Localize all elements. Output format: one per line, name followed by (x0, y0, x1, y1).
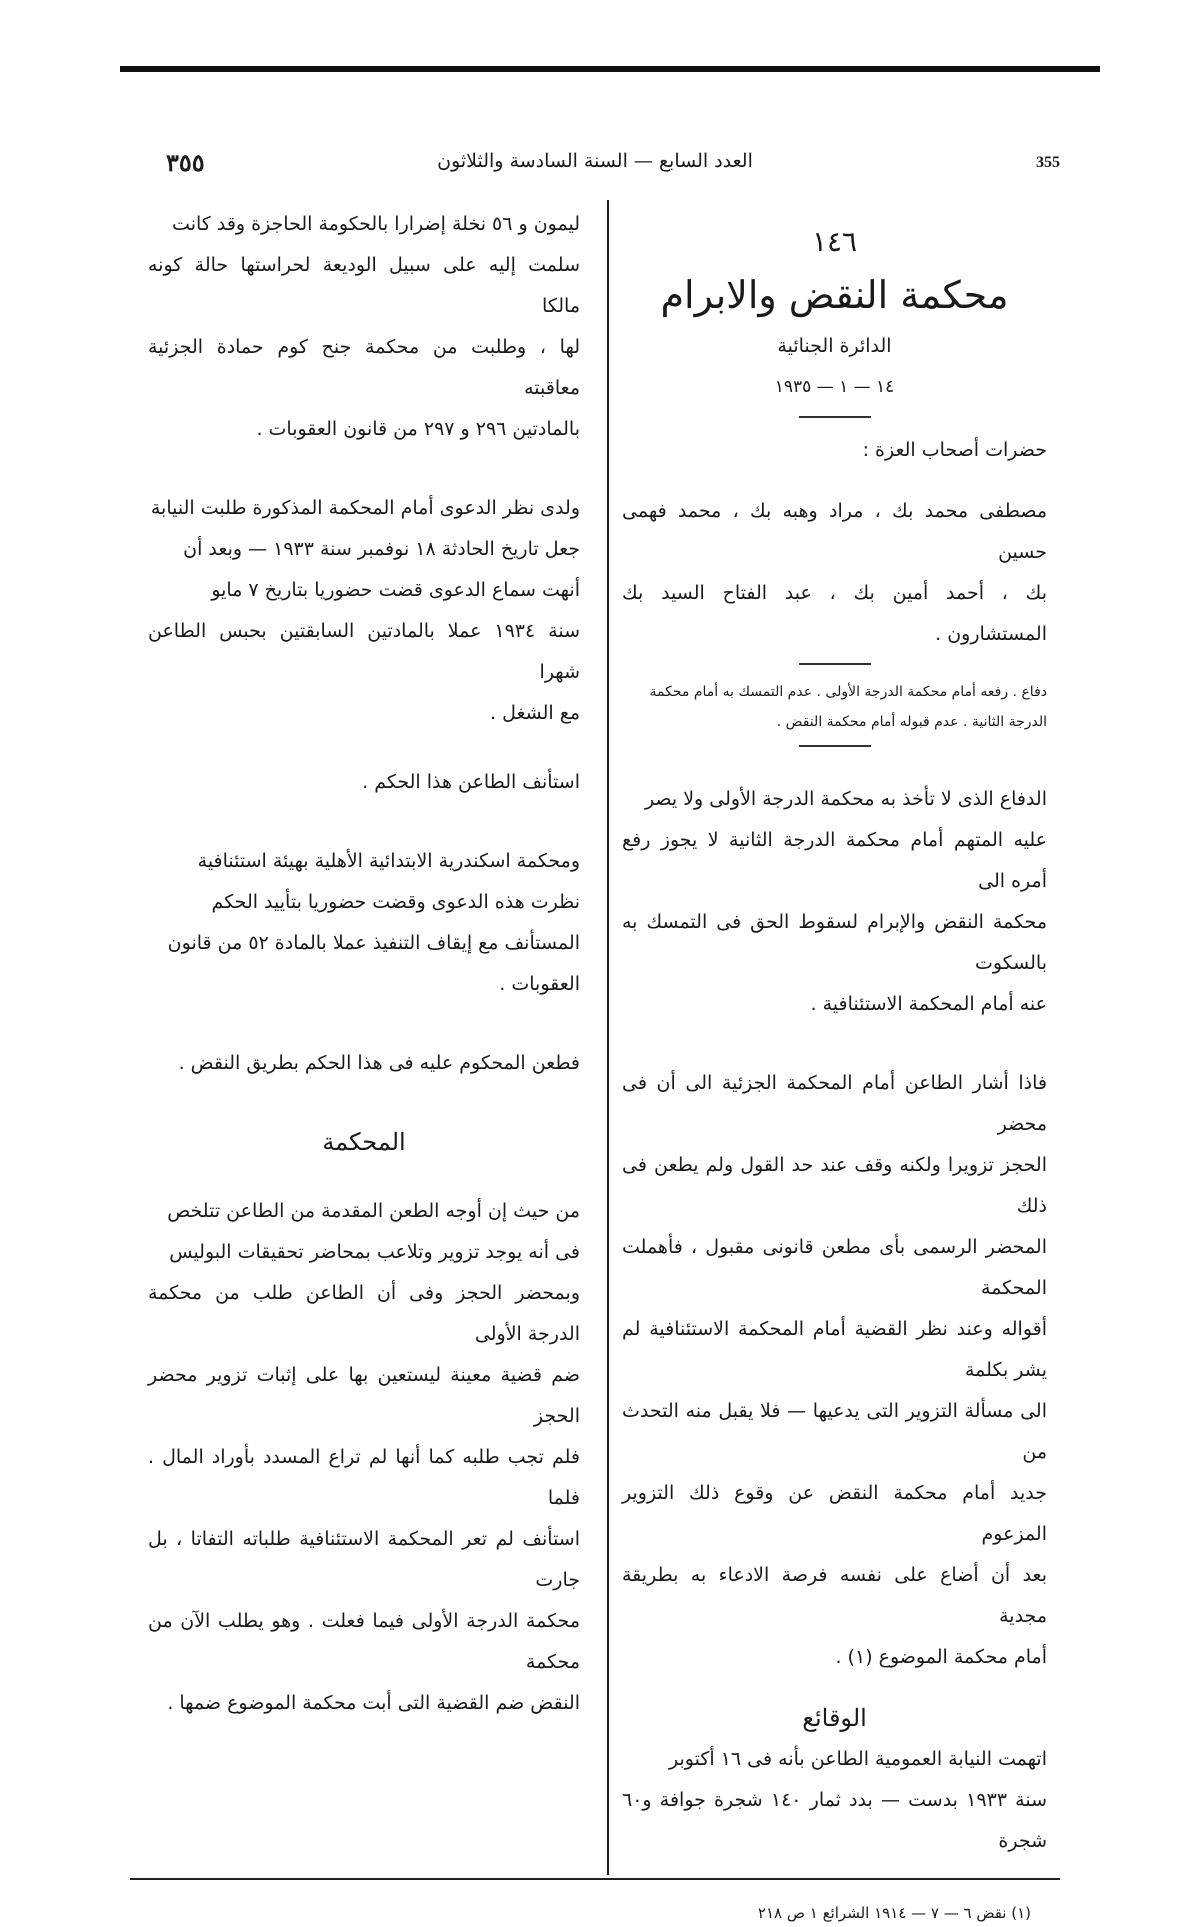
left-column (148, 204, 580, 1724)
text-line: فاذا أشار الطاعن أمام المحكمة الجزئية الى أن فى محضر (622, 1072, 1047, 1135)
text-line: الدفاع الذى لا تأخذ به محكمة الدرجة الأولى ولا يصر (644, 788, 1047, 810)
text-line: ضم قضية معينة ليستعين بها على إثبات تزوير محضر الحجز (148, 1364, 580, 1427)
text-line: اتهمت النيابة العمومية الطاعن بأنه فى ١٦ أكتوبر (669, 1748, 1047, 1770)
header-title: العدد السابع — السنة السادسة والثلاثون (437, 150, 753, 172)
text-line: فى أنه يوجد تزوير وتلاعب بمحاضر تحقيقات البوليس (169, 1241, 580, 1263)
circuit: الدائرة الجنائية (777, 335, 892, 357)
text-line: سنة ١٩٣٤ عملا بالمادتين السابقتين بحبس الطاعن شهرا (148, 620, 580, 683)
text-line: وبمحضر الحجز وفى أن الطاعن طلب من محكمة الدرجة الأولى (148, 1282, 580, 1345)
facts-paragraph (622, 1739, 1047, 1862)
attendees-line: بك ، أحمد أمين بك ، عبد الفتاح السيد بك المستشارون . (622, 582, 1047, 645)
text-line: عليه المتهم أمام محكمة الدرجة الثانية لا يجوز رفع أمره الى (622, 829, 1047, 892)
divider (799, 745, 871, 747)
court-title: المحكمة (322, 1128, 406, 1156)
divider (799, 663, 871, 665)
page-header (130, 148, 1060, 188)
text-line: فلم تجب طلبه كما أنها لم تراع المسدد بأوراد المال . فلما (148, 1446, 580, 1509)
text-line: سنة ١٩٣٣ بدست — بدد ثمار ١٤٠ شجرة جوافة و٦٠ شجرة (622, 1789, 1047, 1852)
text-line: المحضر الرسمى بأى مطعن قانونى مقبول ، فأهملت المحكمة (622, 1236, 1047, 1299)
headnote-line: الدرجة الثانية . عدم قبوله أمام محكمة النقض . (776, 714, 1047, 730)
text-line: النقض ضم القضية التى أبت محكمة الموضوع ضمها . (167, 1692, 580, 1714)
paragraph-reasoning (148, 1191, 580, 1724)
paragraph-appeal: استأنف الطاعن هذا الحكم . (362, 771, 580, 793)
text-line: من حيث إن أوجه الطعن المقدمة من الطاعن تتلخص (167, 1200, 580, 1222)
text-line: أمام محكمة الموضوع (١) . (835, 1646, 1047, 1668)
principle-paragraph (622, 779, 1047, 1025)
text-line: ولدى نظر الدعوى أمام المحكمة المذكورة طلبت النيابة (150, 497, 580, 519)
text-line: أقواله وعند نظر القضية أمام المحكمة الاستئنافية لم يشر بكلمة (622, 1318, 1047, 1381)
text-line: بالمادتين ٢٩٦ و ٢٩٧ من قانون العقوبات . (256, 418, 580, 440)
headnote (622, 677, 1047, 737)
text-line: استأنف لم تعر المحكمة الاستئنافية طلباته التفاتا ، بل جارت (148, 1528, 580, 1591)
facts-title: الوقائع (802, 1704, 867, 1732)
text-line: الى مسألة التزوير التى يدعيها — فلا يقبل منه التحدث من (622, 1400, 1047, 1463)
headnote-line: دفاع . رفعه أمام محكمة الدرجة الأولى . عدم التمسك به أمام محكمة (649, 684, 1047, 700)
paragraph-appellate (148, 841, 580, 1005)
footnote-rule (130, 1878, 1060, 1880)
page-number-latin: 355 (1036, 154, 1060, 171)
column-divider (607, 200, 609, 1875)
text-line: مع الشغل . (490, 702, 580, 724)
text-line: محكمة الدرجة الأولى فيما فعلت . وهو يطلب الآن من محكمة (148, 1610, 580, 1673)
text-line: لها ، وطلبت من محكمة جنح كوم حمادة الجزئية معاقبته (148, 336, 580, 399)
paragraph-hearing (148, 488, 580, 734)
right-column (622, 220, 1047, 1862)
text-line: ليمون و ٥٦ نخلة إضرارا بالحكومة الحاجزة وقد كانت (172, 213, 580, 235)
text-line: ومحكمة اسكندرية الابتدائية الأهلية بهيئة استئنافية (197, 850, 580, 872)
text-line: سلمت إليه على سبيل الوديعة لحراستها حالة كونه مالكا (148, 254, 580, 317)
top-rule (120, 66, 1100, 72)
court-name: محكمة النقض والابرام (660, 273, 1009, 317)
paragraph-2 (622, 1063, 1047, 1678)
text-line: جديد أمام محكمة النقض عن وقوع ذلك التزوير المزعوم (622, 1482, 1047, 1545)
paragraph-cassation: فطعن المحكوم عليه فى هذا الحكم بطريق النقض . (178, 1052, 580, 1074)
text-line: أنهت سماع الدعوى قضت حضوريا بتاريخ ٧ مايو (211, 579, 580, 601)
text-line: المستأنف مع إيقاف التنفيذ عملا بالمادة ٥٢ من قانون (167, 932, 580, 954)
text-line: نظرت هذه الدعوى وقضت حضوريا بتأييد الحكم (211, 891, 580, 913)
text-line: الحجز تزويرا ولكنه وقف عند حد القول ولم يطعن فى ذلك (622, 1154, 1047, 1217)
footnote: (١) نقض ٦ — ٧ — ١٩١٤ الشرائع ١ ص ٢١٨ (757, 1904, 1031, 1922)
paragraph-continuation (148, 204, 580, 450)
text-line: بعد أن أضاع على نفسه فرصة الادعاء به بطريقة مجدية (622, 1564, 1047, 1627)
text-line: العقوبات . (499, 973, 580, 995)
divider (799, 416, 871, 418)
decision-date: ١٤ — ١ — ١٩٣٥ (774, 377, 895, 397)
case-number: ١٤٦ (811, 225, 858, 258)
page-number-arabic: ٣٥٥ (166, 148, 205, 177)
attendees-intro: حضرات أصحاب العزة : (862, 439, 1047, 461)
text-line: عنه أمام المحكمة الاستئنافية . (810, 993, 1047, 1015)
text-line: محكمة النقض والإبرام لسقوط الحق فى التمسك به بالسكوت (622, 911, 1047, 974)
text-line: جعل تاريخ الحادثة ١٨ نوفمبر سنة ١٩٣٣ — وبعد أن (183, 538, 580, 560)
attendees-line: مصطفى محمد بك ، مراد وهبه بك ، محمد فهمى حسين (622, 500, 1047, 563)
